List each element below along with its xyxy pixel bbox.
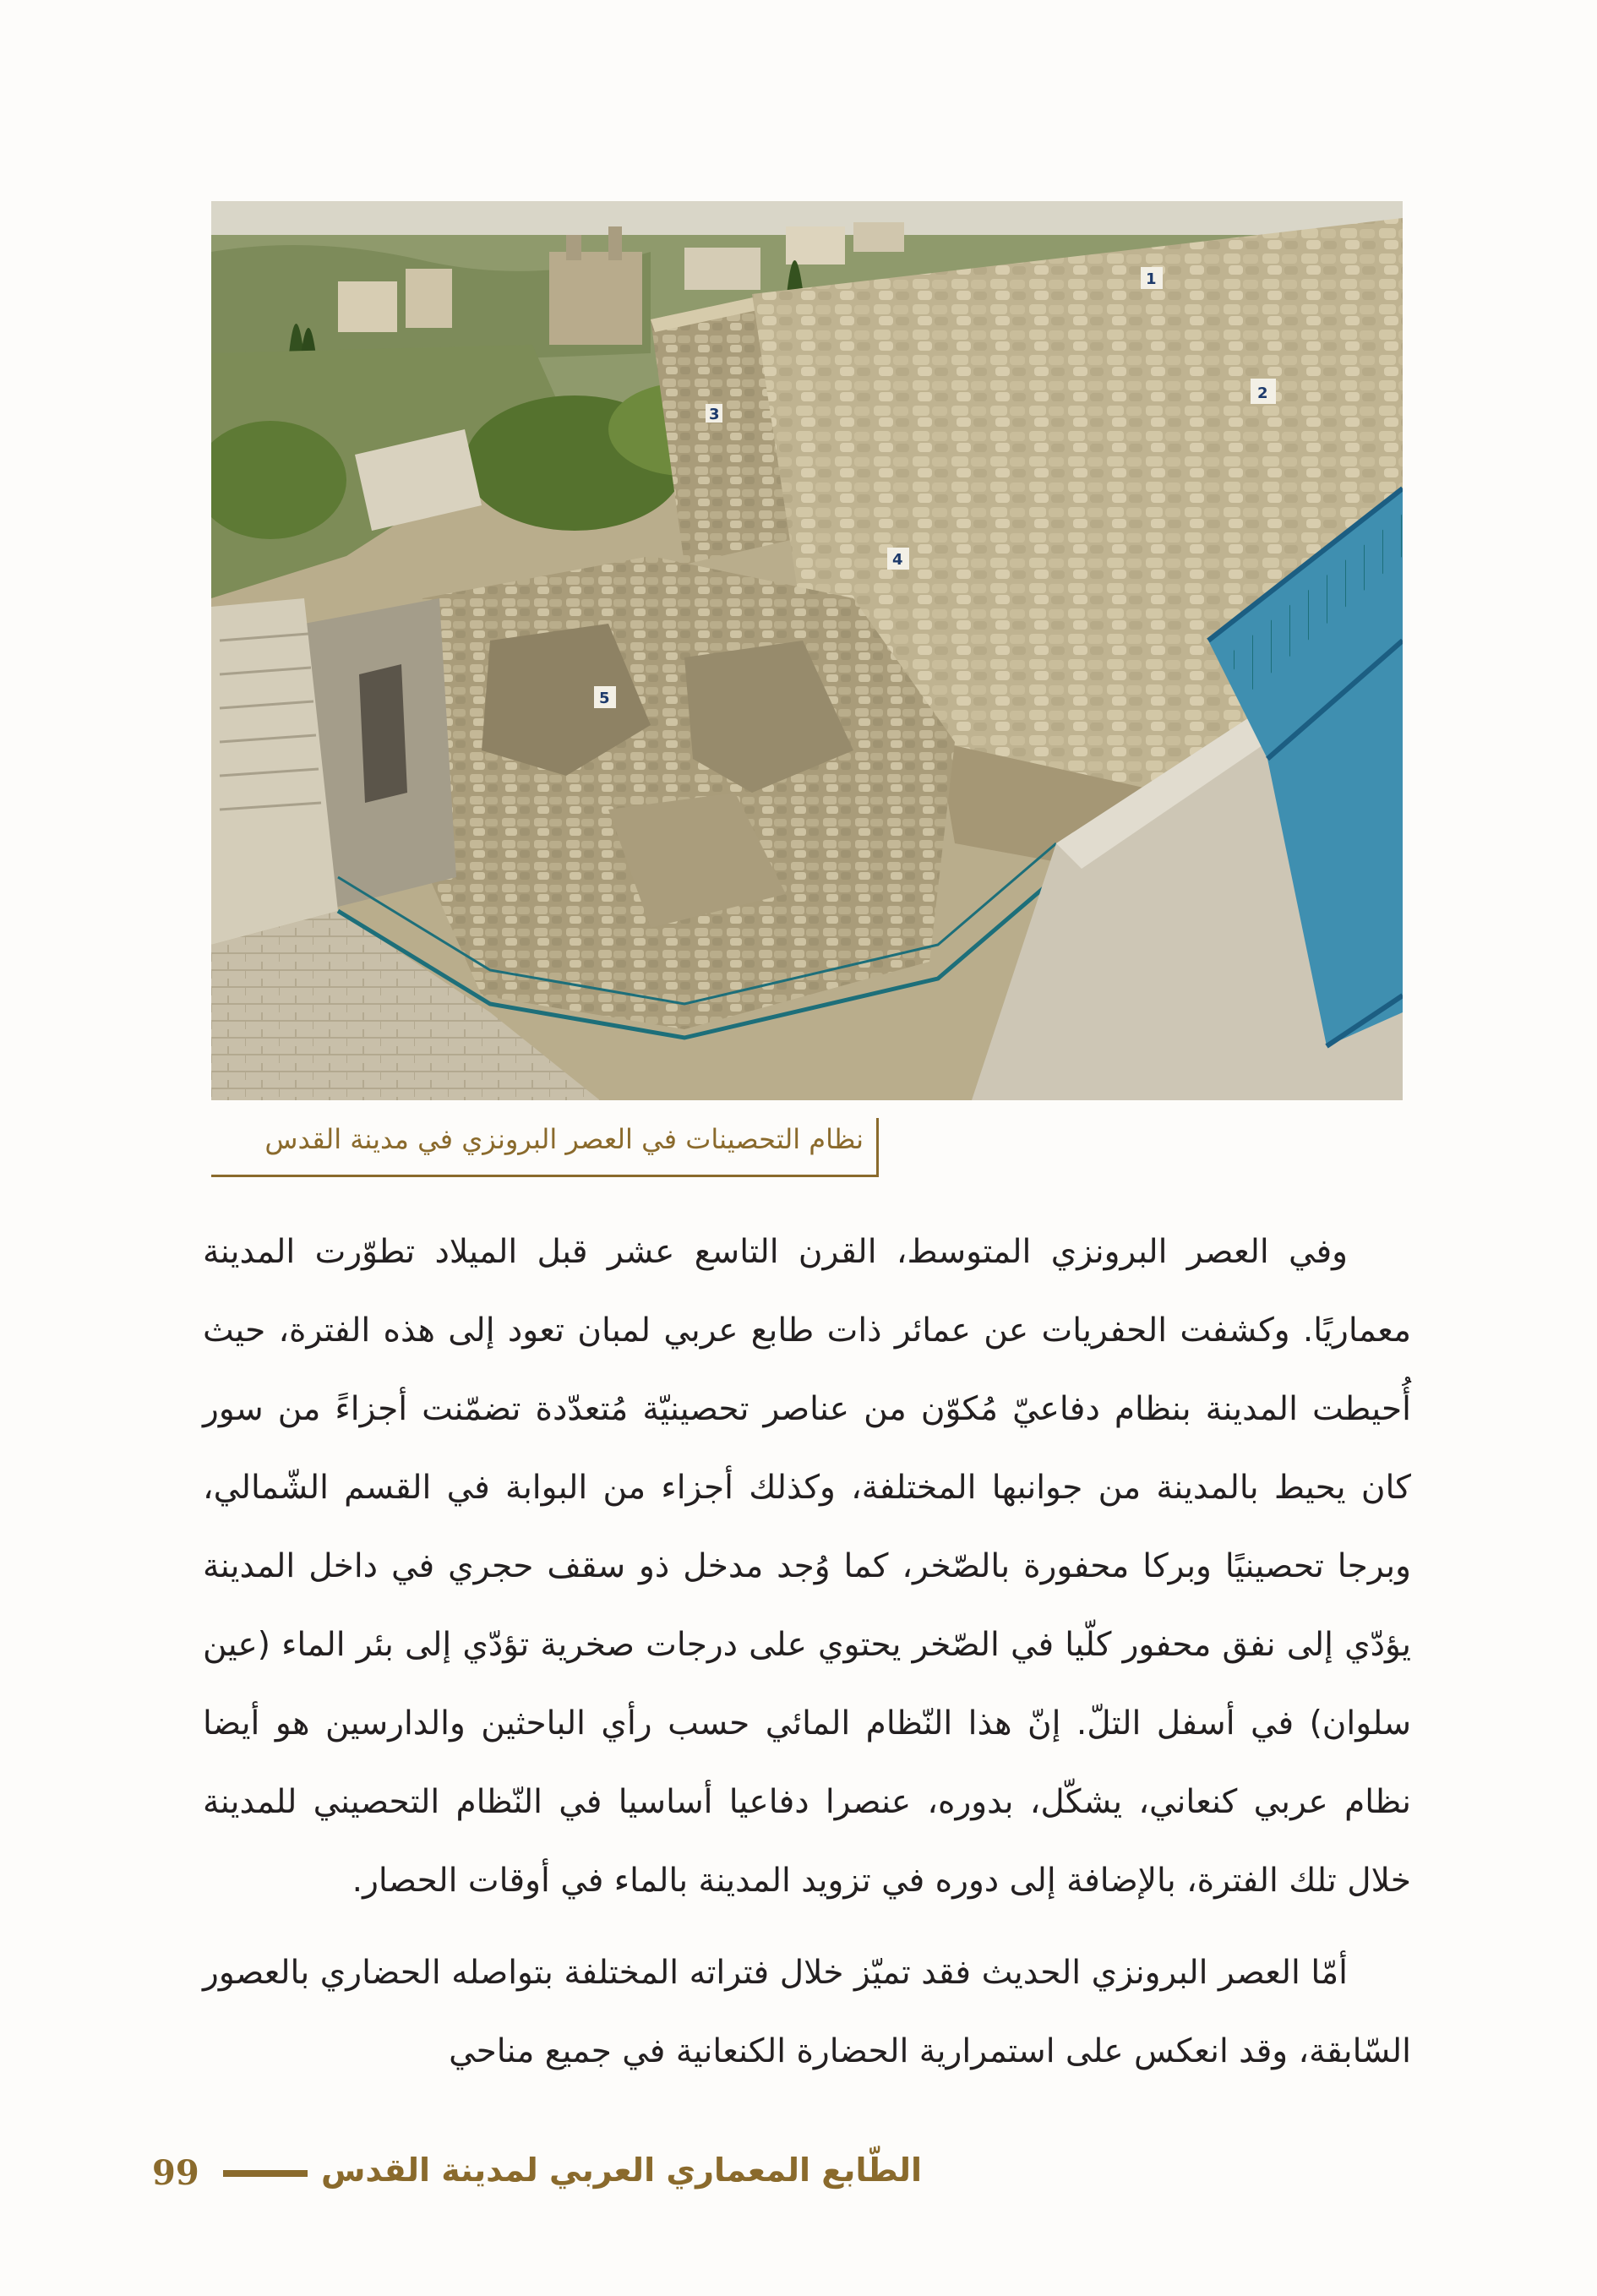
running-title: الطّابع المعماري العربي لمدينة القدس xyxy=(321,2151,923,2189)
marker-2: 2 xyxy=(1257,384,1268,402)
marker-1: 1 xyxy=(1146,270,1157,288)
photo-caption xyxy=(211,1118,879,1177)
marker-3: 3 xyxy=(709,406,720,423)
marker-4: 4 xyxy=(892,551,903,569)
caption-rule-horizontal xyxy=(211,1175,879,1177)
marker-5: 5 xyxy=(599,690,610,707)
caption-text: نظام التحصينات في العصر البرونزي في مدينة القدس xyxy=(264,1123,864,1155)
paragraph-1: وفي العصر البرونزي المتوسط، القرن التاسع عشر قبل الميلاد تطوّرت المدينة معماريًا. وكشفت الحفريات عن عمائر ذات طابع عربي لمبان تعود إلى هذه الفترة، حيث أُحيطت المدينة بنظام دفاعيّ مُكوّن من عناصر تحصينيّة مُتعدّدة تضمّنت أجزاءً من سور كان يحيط بالمدينة من جوانبها المختلفة، وكذلك أجزاء من البوابة في القسم الشّمالي، وبرجا تحصينيًا وبركا محفورة بالصّخر، كما وُجد مدخل ذو سقف حجري في داخل المدينة يؤدّي إلى نفق محفور كلّيا في الصّخر يحتوي على درجات صخرية تؤدّي إلى بئر الماء (عين سلوان) في أسفل التلّ. إنّ هذا النّظام المائي حسب رأي الباحثين والدارسين هو أيضا نظام عربي كنعاني، يشكّل، بدوره، عنصرا دفاعيا أساسيا في النّظام التحصيني للمدينة خلال تلك الفترة، بالإضافة إلى دوره في تزويد المدينة بالماء في أوقات الحصار. xyxy=(203,1233,1411,1900)
excavation-photo xyxy=(211,201,1403,1100)
page-footer xyxy=(152,2146,1420,2206)
excavation-photo-illustration xyxy=(211,201,1403,1100)
paragraph-2: أمّا العصر البرونزي الحديث فقد تميّز خلال فتراته المختلفة بتواصله الحضاري بالعصور السّابقة، وقد انعكس على استمرارية الحضارة الكنعانية في جميع مناحي xyxy=(203,1954,1411,2070)
body-text xyxy=(203,1213,1411,2104)
caption-rule-vertical xyxy=(876,1118,879,1177)
footer-rule xyxy=(223,2170,308,2177)
page-number: 99 xyxy=(152,2153,199,2193)
